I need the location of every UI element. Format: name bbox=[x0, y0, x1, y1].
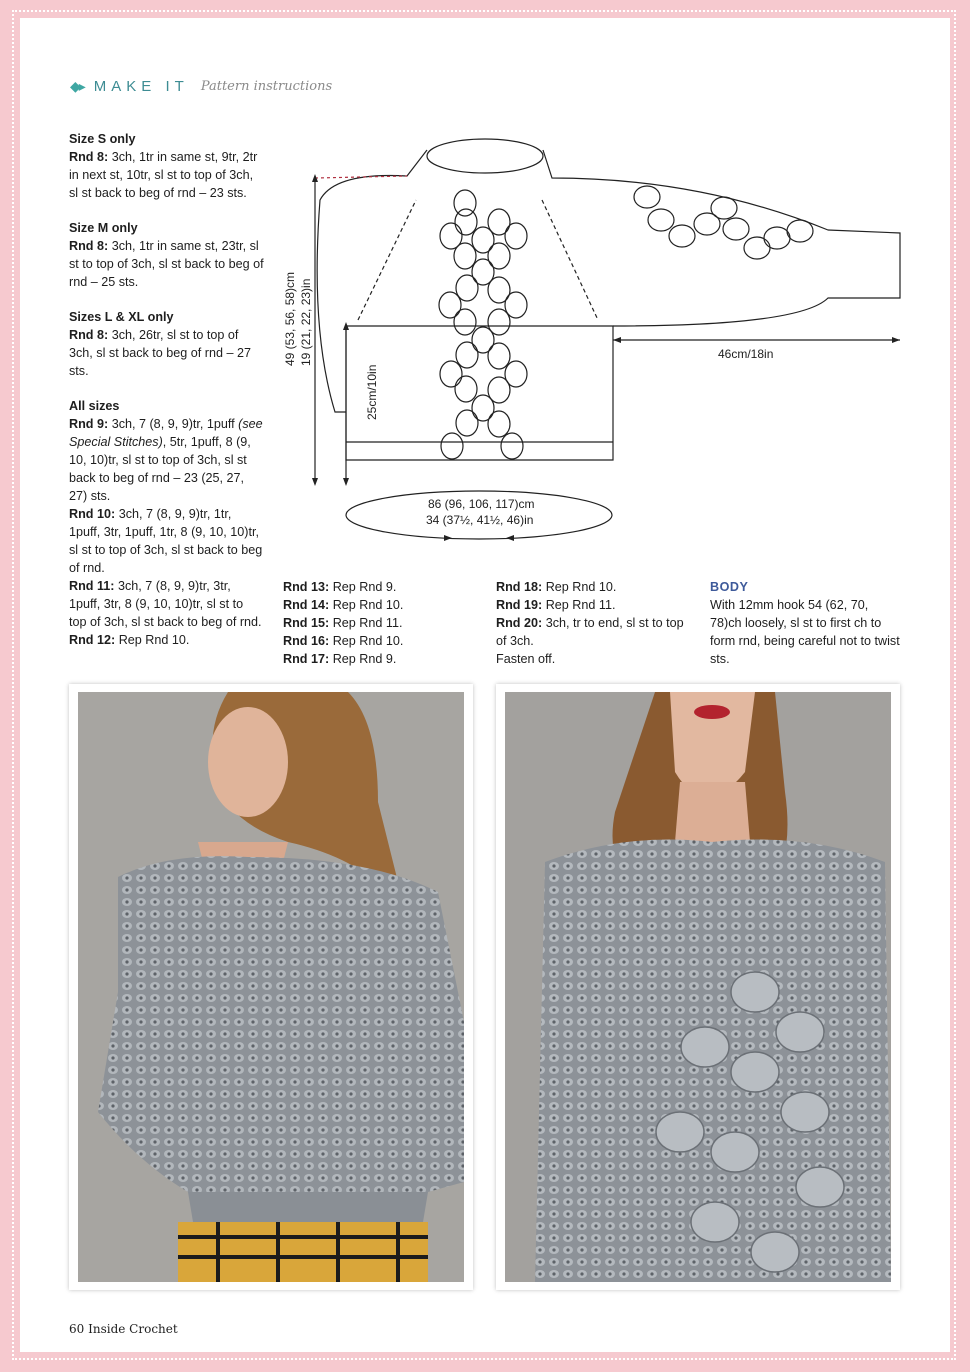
rnd18: Rnd 18: Rep Rnd 10. bbox=[496, 580, 617, 594]
photo-back-view bbox=[69, 684, 473, 1290]
photo-front-view bbox=[496, 684, 900, 1290]
magazine-name: Inside Crochet bbox=[88, 1322, 178, 1336]
page-header bbox=[70, 78, 332, 95]
rnd19: Rnd 19: Rep Rnd 11. bbox=[496, 598, 616, 612]
column-2 bbox=[283, 578, 478, 668]
all-sizes-title: All sizes bbox=[69, 399, 120, 413]
rib-height-label: 25cm/10in bbox=[365, 364, 379, 420]
chest-cm-label: 86 (96, 106, 117)cm bbox=[428, 497, 535, 511]
length-in-label: 19 (21, 22, 23)in bbox=[299, 278, 313, 366]
sleeve-length-label: 46cm/18in bbox=[718, 347, 774, 361]
sleeve-puffs bbox=[634, 186, 813, 259]
rnd13: Rnd 13: Rep Rnd 9. bbox=[283, 580, 397, 594]
arrow-icon: ◆▸ bbox=[70, 78, 84, 94]
section-subtitle: Pattern instructions bbox=[200, 79, 333, 94]
raglan-line-right bbox=[542, 200, 598, 320]
sweater-schematic bbox=[280, 130, 920, 550]
rnd15: Rnd 15: Rep Rnd 11. bbox=[283, 616, 403, 630]
section-title: MAKE IT bbox=[93, 78, 189, 95]
body-outline bbox=[317, 150, 613, 460]
size-m-rnd8: Rnd 8: 3ch, 1tr in same st, 23tr, sl st to top of 3ch, sl st back to beg of rnd – 25 sts. bbox=[69, 239, 264, 289]
raglan-line-left bbox=[358, 200, 416, 320]
chest-in-label: 34 (37½, 41½, 46)in bbox=[426, 513, 534, 527]
column-3 bbox=[496, 578, 691, 668]
rnd11: Rnd 11: 3ch, 7 (8, 9, 9)tr, 3tr, 1puff, 3tr, 8 (9, 10, 10)tr, sl st to top of 3ch, sl st back to beg of rnd. bbox=[69, 579, 262, 629]
rnd20: Rnd 20: 3ch, tr to end, sl st to top of 3ch. bbox=[496, 616, 684, 648]
rnd10: Rnd 10: 3ch, 7 (8, 9, 9)tr, 1tr, 1puff, 3tr, 1puff, 1tr, 8 (9, 10, 10)tr, sl st to top of 3ch, sl st back to beg of rnd. bbox=[69, 507, 263, 575]
size-m-title: Size M only bbox=[69, 221, 138, 235]
rnd9: Rnd 9: 3ch, 7 (8, 9, 9)tr, 1puff (see Special Stitches), 5tr, 1puff, 8 (9, 10, 10)tr, sl st to top of 3ch, sl st back to beg of rnd – 23 (25, 27, 27) sts. bbox=[69, 417, 263, 503]
puff-stitches bbox=[439, 190, 527, 459]
length-cm-label: 49 (53, 56, 58)cm bbox=[283, 271, 297, 366]
column-4 bbox=[710, 578, 900, 668]
size-lxl-title: Sizes L & XL only bbox=[69, 310, 174, 324]
left-column bbox=[69, 130, 264, 649]
rnd16: Rnd 16: Rep Rnd 10. bbox=[283, 634, 404, 648]
body-text: With 12mm hook 54 (62, 70, 78)ch loosely, sl st to first ch to form rnd, being careful not to twist sts. bbox=[710, 598, 900, 666]
rnd12: Rnd 12: Rep Rnd 10. bbox=[69, 633, 190, 647]
size-s-rnd8: Rnd 8: 3ch, 1tr in same st, 9tr, 2tr in next st, 10tr, sl st to top of 3ch, sl st back to beg of rnd – 23 sts. bbox=[69, 150, 258, 200]
fasten-off: Fasten off. bbox=[496, 652, 556, 666]
neckline bbox=[427, 139, 543, 173]
page-footer bbox=[69, 1322, 178, 1336]
sleeve-outline bbox=[543, 150, 900, 326]
rnd14: Rnd 14: Rep Rnd 10. bbox=[283, 598, 404, 612]
size-lxl-rnd8: Rnd 8: 3ch, 26tr, sl st to top of 3ch, sl st back to beg of rnd – 27 sts. bbox=[69, 328, 252, 378]
page-number: 60 bbox=[69, 1322, 85, 1336]
size-s-title: Size S only bbox=[69, 132, 136, 146]
rnd17: Rnd 17: Rep Rnd 9. bbox=[283, 652, 397, 666]
body-title: BODY bbox=[710, 580, 749, 594]
